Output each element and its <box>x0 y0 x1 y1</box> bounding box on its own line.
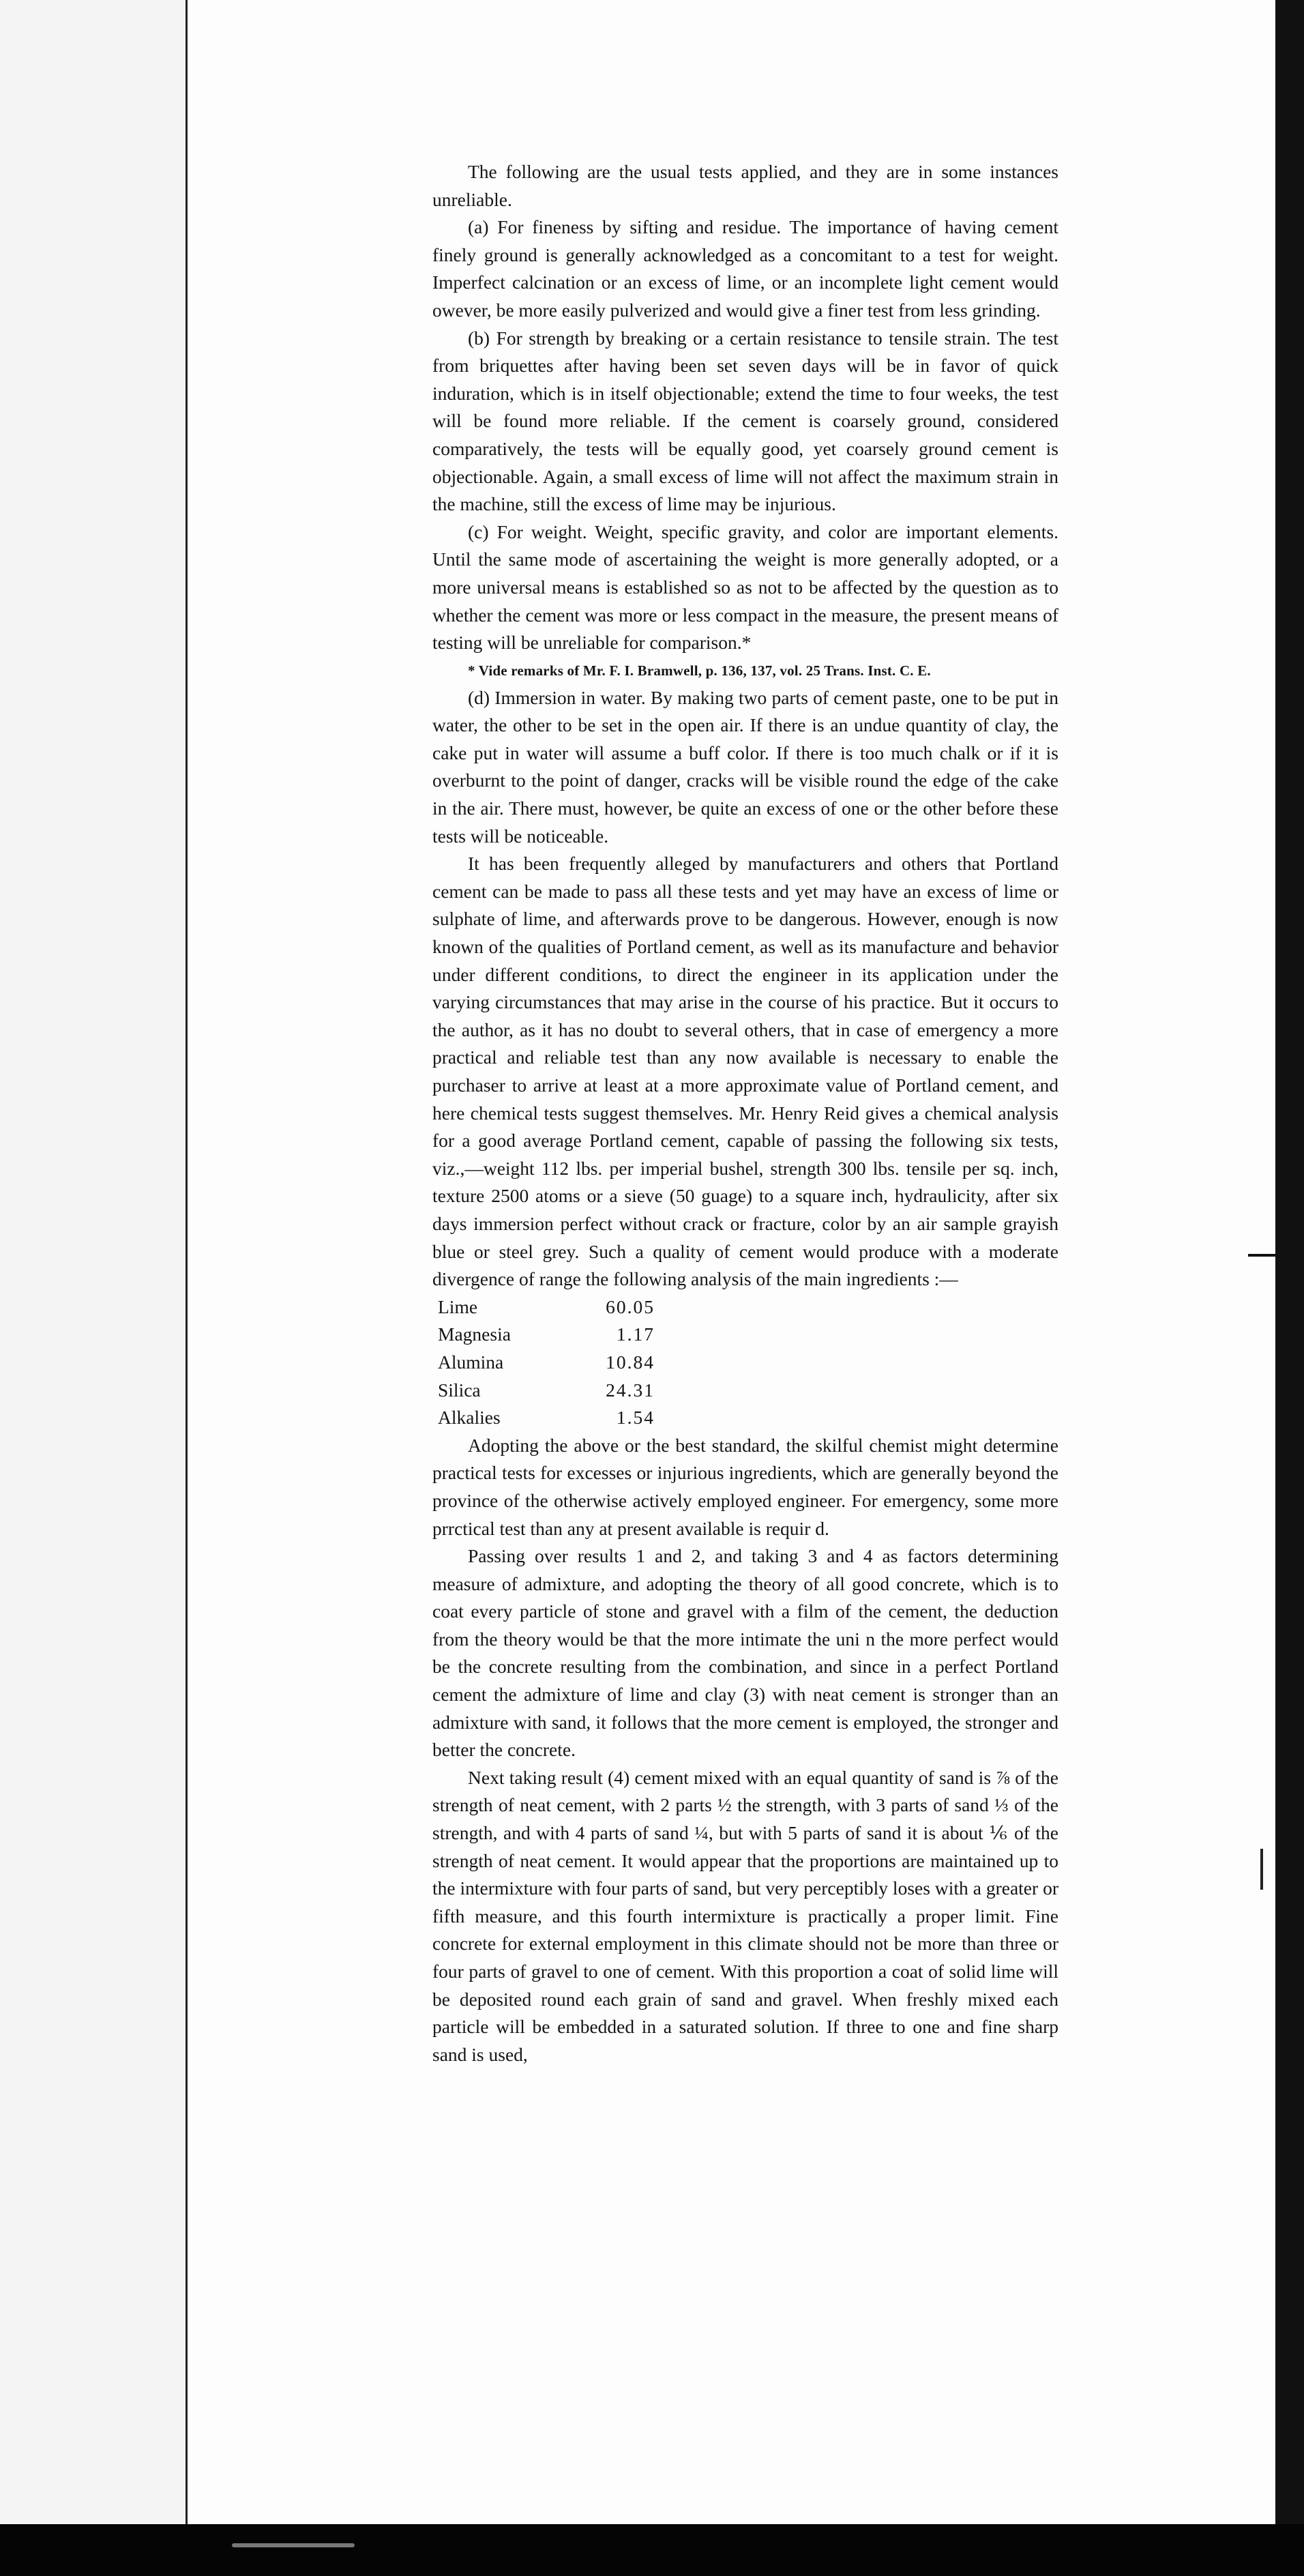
paragraph-alleged: It has been frequently alleged by manufacturers and others that Portland cement can be made to pass all these tests and yet may have an excess of lime or sulphate of lime, and afterwards prove to be dangerous. However, enough is now known of the qualities of Portland cement, as well as its manufacture and behavior under different conditions, to direct the engineer in its application under the varying circumstances that may arise in the course of his practice. But it occurs to the author, as it has no doubt to several others, that in case of emergency a more practical and reliable test than any now available is necessary to enable the purchaser to arrive at least at a more approximate value of Portland cement, and here chemical tests suggest themselves. Mr. Henry Reid gives a chemical analysis for a good average Portland cement, capable of passing the following six tests, viz.,—weight 112 lbs. per imperial bushel, strength 300 lbs. tensile per sq. inch, texture 2500 atoms or a sieve (50 guage) to a square inch, hydraulicity, after six days immersion perfect without crack or fracture, color by an air sample grayish blue or steel grey. Such a quality of cement would produce with a moderate divergence of range the following analysis of the main ingredients :— <box>432 853 1058 1290</box>
previous-page-strip <box>0 0 188 2524</box>
paragraph-test-a: (a) For fineness by sifting and residue. The importance of having cement finely ground is generally acknowledged as a concomitant to a test for weight. Imperfect calcination or an excess of lime, or an incomplete light cement would owever, be more easily pulverized and would give a finer test from less grinding. <box>432 216 1058 321</box>
analysis-row <box>438 1377 1058 1405</box>
ingredient-value: 1.54 <box>616 1407 655 1429</box>
ingredient-name: Alumina <box>438 1351 504 1373</box>
scanner-smudge <box>232 2543 355 2547</box>
analysis-row <box>438 1349 1058 1377</box>
analysis-table <box>438 1293 1058 1432</box>
paragraph-test-c: (c) For weight. Weight, specific gravity, and color are important elements. Until the same mode of ascertaining the weight is more generally adopted, or a more universal means is established so as not to be affected by the question as to whether the cement was more or less compact in the measure, the present means of testing will be unreliable for comparison.* <box>432 521 1058 654</box>
footnote: * Vide remarks of Mr. F. I. Bramwell, p. 136, 137, vol. 25 Trans. Inst. C. E. <box>468 662 931 679</box>
paragraph-passing: Passing over results 1 and 2, and taking 3 and 4 as factors determining measure of admixture, and adopting the theory of all good concrete, which is to coat every particle of stone and gravel with a film of the cement, the deduction from the theory would be that the more intimate the uni n the more perfect would be the concrete resulting from the combination, and since in a perfect Portland cement the admixture of lime and clay (3) with neat cement is stronger than an admixture with sand, it follows that the more cement is employed, the stronger and better the concrete. <box>432 1545 1058 1761</box>
analysis-row <box>438 1293 1058 1321</box>
margin-tick <box>1260 1849 1263 1890</box>
ingredient-value: 60.05 <box>606 1296 655 1317</box>
ingredient-name: Silica <box>438 1379 481 1401</box>
ingredient-value: 24.31 <box>606 1379 655 1401</box>
analysis-row <box>438 1404 1058 1432</box>
ingredient-name: Lime <box>438 1296 478 1317</box>
ingredient-name: Alkalies <box>438 1407 501 1429</box>
analysis-row <box>438 1321 1058 1349</box>
scanner-bottom-band <box>0 2524 1304 2576</box>
paragraph-test-b: (b) For strength by breaking or a certain resistance to tensile strain. The test from briquettes after having been set seven days will be in favor of quick induration, which is in itself objectionable; extend the time to four weeks, the test will be found more reliable. If the cement is coarsely ground, considered comparatively, the tests will be equally good, yet coarsely ground cement is objectionable. Again, a small excess of lime will not affect the maximum strain in the machine, still the excess of lime may be injurious. <box>432 327 1058 515</box>
paragraph-intro: The following are the usual tests applied, and they are in some instances unreliable. <box>432 161 1058 210</box>
paragraph-adopting: Adopting the above or the best standard, the skilful chemist might determine practical tests for excesses or injurious ingredients, which are generally beyond the province of the otherwise actively employed engineer. For emergency, some more prrctical test than any at present available is requir d. <box>432 1434 1058 1539</box>
ingredient-value: 10.84 <box>606 1351 655 1373</box>
body-text <box>432 158 1058 2068</box>
ingredient-value: 1.17 <box>616 1323 655 1345</box>
page-edge-shadow <box>1275 0 1304 2524</box>
margin-mark <box>1248 1254 1275 1257</box>
ingredient-name: Magnesia <box>438 1323 511 1345</box>
paragraph-next: Next taking result (4) cement mixed with an equal quantity of sand is ⅞ of the strength of neat cement, with 2 parts ½ the strength, with 3 parts of sand ⅓ of the strength, and with 4 parts of sand ¼, but with 5 parts of sand it is about ⅙ of the strength of neat cement. It would appear that the proportions are maintained up to the intermixture with four parts of sand, but very perceptibly loses with a greater or fifth measure, and this fourth intermixture is practically a proper limit. Fine concrete for external employment in this climate should not be more than three or four parts of gravel to one of cement. With this proportion a coat of solid lime will be deposited round each grain of sand and gravel. When freshly mixed each particle will be embedded in a saturated solution. If three to one and fine sharp sand is used, <box>432 1766 1058 2065</box>
paragraph-test-d: (d) Immersion in water. By making two parts of cement paste, one to be put in water, the other to be set in the open air. If there is an undue quantity of clay, the cake put in water will assume a buff color. If there is too much chalk or if it is overburnt to the point of danger, cracks will be visible round the edge of the cake in the air. There must, however, be quite an excess of one or the other before these tests will be noticeable. <box>432 686 1058 847</box>
